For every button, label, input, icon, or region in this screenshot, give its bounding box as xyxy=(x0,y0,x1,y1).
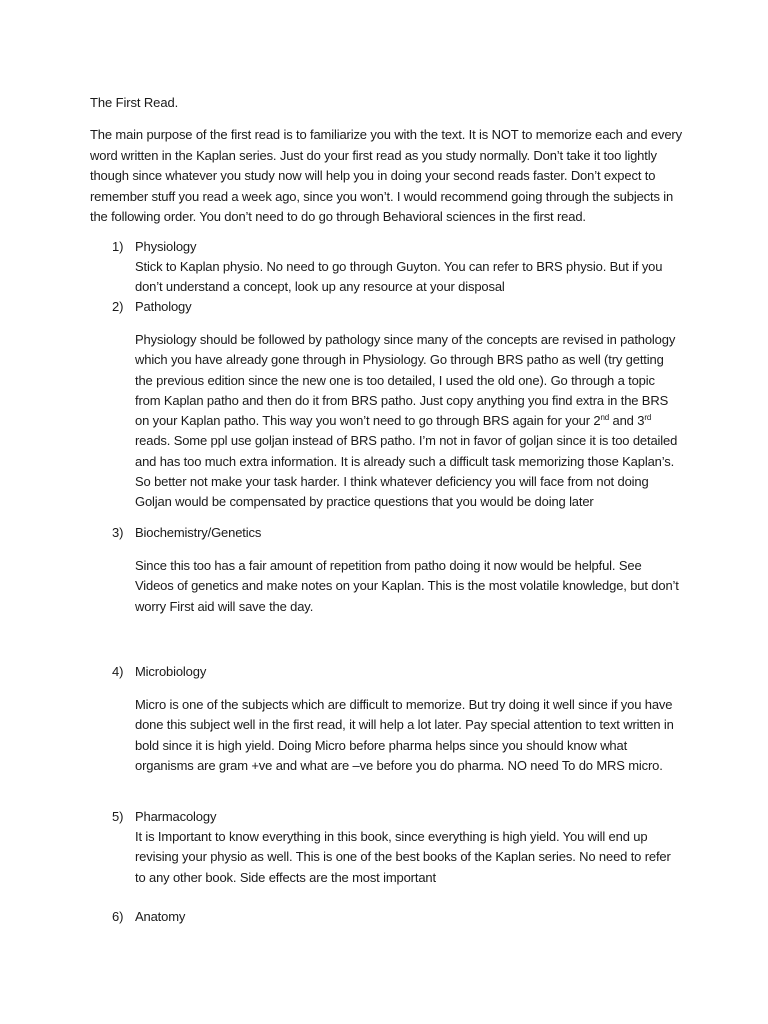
ordinal-suffix: nd xyxy=(600,413,610,423)
list-item-body: Micro is one of the subjects which are difficult to memorize. But try doing it well since if you have done this subject well in the first read, it will help a lot later. Pay special attention to text written in bold since it is high yield. Doing Micro before pharma helps since you should know what organisms are gram +ve and what are –ve before you do pharma. NO need To do MRS micro. xyxy=(135,697,674,773)
list-item-body: Stick to Kaplan physio. No need to go through Guyton. You can refer to BRS physio. But if you don’t understand a concept, look up any resource at your disposal xyxy=(135,259,663,295)
list-item-number: 5) xyxy=(112,809,124,824)
list-item-heading: Pathology xyxy=(135,299,192,314)
list-item-number: 6) xyxy=(112,909,124,924)
document-title: The First Read. xyxy=(90,95,179,110)
list-item-body: Since this too has a fair amount of repetition from patho doing it now would be helpful. See Videos of genetics and make notes on your Kaplan. This is the most volatile knowledge, but don’t worry First aid will save the day. xyxy=(135,558,679,614)
list-item-heading: Physiology xyxy=(135,239,197,254)
list-item-heading: Pharmacology xyxy=(135,809,217,824)
body-text: reads. Some ppl use goljan instead of BRS patho. I’m not in favor of goljan since it is too detailed and has too much extra information. It is already such a difficult task memorizing those Kaplan’s. So better not make your task harder. I think whatever deficiency you will face from not doing Goljan would be compensated by practice questions that you would be doing later xyxy=(135,433,678,510)
list-item-heading: Biochemistry/Genetics xyxy=(135,525,262,540)
list-item-number: 1) xyxy=(112,239,124,254)
intro-paragraph: The main purpose of the first read is to familiarize you with the text. It is NOT to memorize each and every word written in the Kaplan series. Just do your first read as you study normally. Don’t take it too lightly though since whatever you study now will help you in doing your second reads faster. Don’t expect to remember stuff you read a week ago, since you won’t. I would recommend going through the subjects in the following order. You don’t need to do go through Behavioral sciences in the first read. xyxy=(90,127,682,225)
list-item-body: It is Important to know everything in this book, since everything is high yield. You will end up revising your physio as well. This is one of the best books of the Kaplan series. No need to refer to any other book. Side effects are the most important xyxy=(135,829,671,885)
body-text: and 3 xyxy=(609,413,645,429)
list-item-number: 3) xyxy=(112,525,124,540)
list-item-number: 4) xyxy=(112,664,124,679)
list-item-heading: Anatomy xyxy=(135,909,186,924)
list-item-heading: Microbiology xyxy=(135,664,207,679)
list-item-number: 2) xyxy=(112,299,124,314)
list-item-body xyxy=(135,330,683,513)
body-text: Physiology should be followed by pathology since many of the concepts are revised in pathology which you have already gone through in Physiology. Go through BRS patho as well (try getting the previous edition since the new one is too detailed, I used the old one). Go through a topic from Kaplan patho and then do it from BRS patho. Just copy anything you find extra in the BRS on your Kaplan patho. This way you won’t need to go through BRS again for your 2 xyxy=(135,332,676,429)
ordinal-suffix: rd xyxy=(644,413,652,423)
